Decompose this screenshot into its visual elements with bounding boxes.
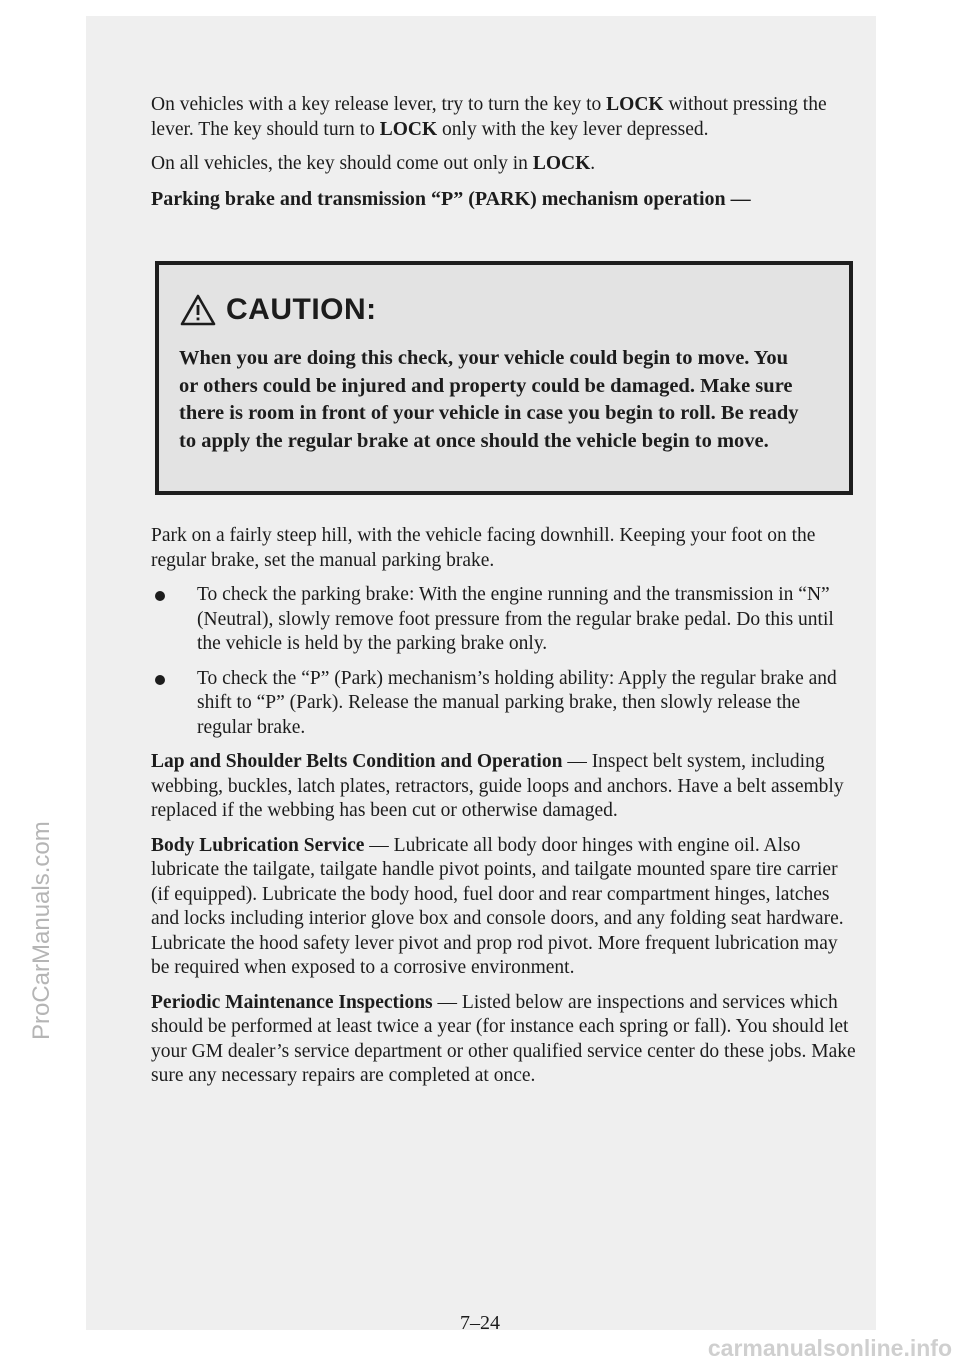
check-list <box>151 583 856 740</box>
warning-triangle-icon <box>179 293 217 327</box>
park-hill-paragraph: Park on a fairly steep hill, with the vehicle facing downhill. Keeping your foot on the regular brake, set the manual parking brake. <box>151 525 816 571</box>
caution-box <box>155 261 853 495</box>
caution-title: CAUTION: <box>226 293 377 326</box>
caution-text: When you are doing this check, your vehicle could begin to move. You or others could be injured and property could be damaged. Make sure there is room in front of your vehicle in case you begin to roll. Be ready to apply the regular brake at once should the vehicle begin to move. <box>179 347 799 452</box>
side-watermark: ProCarManuals.com <box>28 821 55 1040</box>
inspections-section: Periodic Maintenance Inspections — Listed below are inspections and services which should be performed at least twice a year (for instance each spring or fall). You should let your GM dealer’s service department or other qualified service center do these jobs. Make sure any necessary repairs are completed at once. <box>151 991 856 1086</box>
section-title: Body Lubrication Service <box>151 834 365 856</box>
section-title: Lap and Shoulder Belts Condition and Operation <box>151 751 563 772</box>
key-release-paragraph: On vehicles with a key release lever, try to turn the key to LOCK without pressing the lever. The key should turn to LOCK only with the key lever depressed. <box>151 94 827 140</box>
page-number: 7–24 <box>460 1312 500 1334</box>
procedure-block <box>151 524 856 1099</box>
caution-header <box>179 293 377 327</box>
lubrication-section: Body Lubrication Service — Lubricate all body door hinges with engine oil. Also lubricate the tailgate, tailgate handle pivot points, and tailgate mounted spare tire carrier (if equipped). Lubricate the body hood, fuel door and rear compartment hinges, latches and locks including interior glove box and console doors, and any folding seat hardware. Lubricate the hood safety lever pivot and prop rod pivot. More frequent lubrication may be required when exposed to a corrosive environment. <box>151 834 844 978</box>
intro-block <box>151 93 851 221</box>
bullet-icon <box>155 675 165 685</box>
lock-term: LOCK <box>532 153 591 174</box>
list-item: To check the parking brake: With the engine running and the transmission in “N” (Neutral), slowly remove foot pressure from the regular brake pedal. Do this until the vehicle is held by the parking brake only. <box>151 583 856 657</box>
list-item: To check the “P” (Park) mechanism’s holding ability: Apply the regular brake and shift to “P” (Park). Release the manual parking brake, then slowly release the regular brake. <box>151 667 856 741</box>
lock-term: LOCK <box>379 118 438 140</box>
bullet-icon <box>155 591 165 601</box>
parking-brake-heading: Parking brake and transmission “P” (PARK) mechanism operation — <box>151 187 751 210</box>
key-lock-paragraph: On all vehicles, the key should come out only in LOCK. <box>151 153 596 174</box>
lock-term: LOCK <box>606 94 664 115</box>
belts-section: Lap and Shoulder Belts Condition and Operation — Inspect belt system, including webbing, buckles, latch plates, retractors, guide loops and anchors. Have a belt assembly replaced if the webbing has been cut or otherwise damaged. <box>151 751 844 821</box>
section-title: Periodic Maintenance Inspections <box>151 991 433 1013</box>
footer-watermark: carmanualsonline.info <box>707 1335 952 1361</box>
